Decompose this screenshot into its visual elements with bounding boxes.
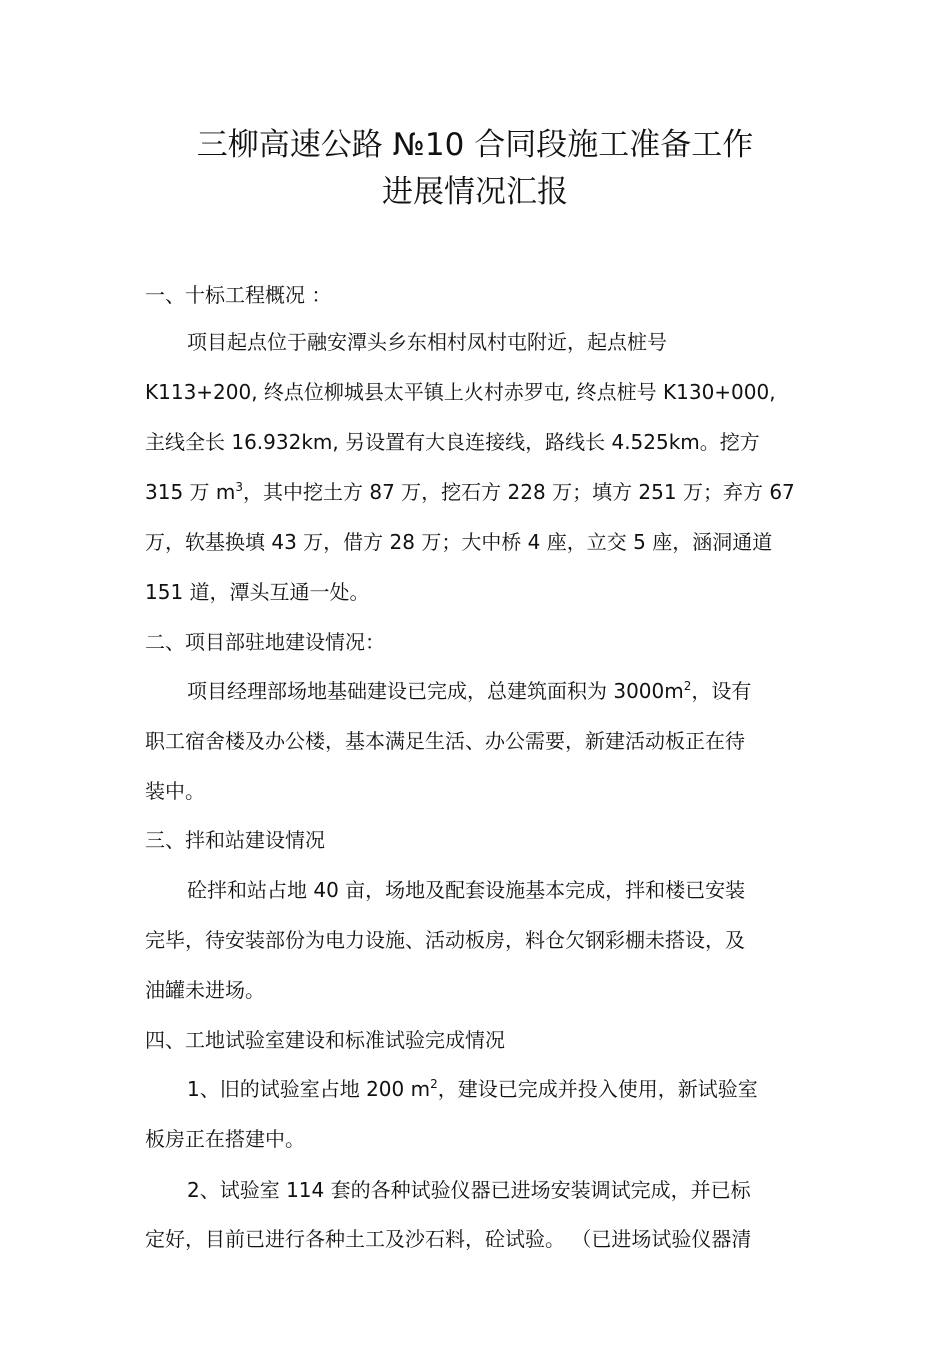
document-title-line1: 三柳高速公路 №10 合同段施工准备工作 [196, 127, 754, 163]
square-superscript: 2 [430, 1077, 438, 1091]
section1-line4-part2: ，其中挖土方 87 万，挖石方 228 万；填方 251 万；弃方 67 [243, 480, 795, 504]
section1-line4 [145, 478, 795, 506]
section1-line3: 主线全长 16.932km, 另设置有大良连接线，路线长 4.525km。挖方 [145, 430, 760, 454]
section2-line1-part2: ，设有 [691, 679, 752, 703]
section4-item1-line2: 板房正在搭建中。 [145, 1127, 305, 1151]
section3-line1: 砼拌和站占地 40 亩，场地及配套设施基本完成，拌和楼已安装 [187, 878, 746, 902]
section4-item2-line2: 定好，目前已进行各种土工及沙石料，砼试验。 （已进场试验仪器清 [145, 1227, 752, 1251]
section2-line3: 装中。 [145, 779, 205, 803]
section3-line2: 完毕，待安装部份为电力设施、活动板房，料仓欠钢彩棚未搭设，及 [145, 928, 745, 952]
cubic-superscript: 3 [235, 480, 244, 494]
document-title-line2: 进展情况汇报 [382, 174, 568, 210]
square-superscript: 2 [683, 679, 692, 693]
section4-item2-line1: 2、试验室 114 套的各种试验仪器已进场安装调试完成，并已标 [187, 1178, 751, 1202]
section3-heading: 三、拌和站建设情况 [145, 828, 325, 852]
section3-line3: 油罐未进场。 [145, 978, 265, 1002]
section1-line6: 151 道，潭头互通一处。 [145, 580, 370, 604]
section2-heading: 二、项目部驻地建设情况： [145, 630, 385, 654]
section1-line1: 项目起点位于融安潭头乡东相村凤村屯附近，起点桩号 [187, 330, 667, 354]
section4-item1-part2: ，建设已完成并投入使用，新试验室 [437, 1077, 758, 1101]
section2-line1-part1: 项目经理部场地基础建设已完成，总建筑面积为 3000m [187, 679, 684, 703]
section1-heading: 一、十标工程概况 ： [145, 283, 332, 307]
section4-heading: 四、工地试验室建设和标准试验完成情况 [145, 1028, 505, 1052]
section2-line1 [187, 677, 751, 705]
section2-line2: 职工宿舍楼及办公楼，基本满足生活、办公需要，新建活动板正在待 [145, 729, 745, 753]
section1-line2: K113+200, 终点位柳城县太平镇上火村赤罗屯, 终点桩号 K130+000, [145, 380, 776, 404]
section1-line4-part1: 315 万 m [145, 480, 236, 504]
section1-line5: 万，软基换填 43 万，借方 28 万；大中桥 4 座，立交 5 座，涵洞通道 [145, 530, 773, 554]
section4-item1-part1: 1、旧的试验室占地 200 m [187, 1077, 431, 1101]
section4-item1-line1 [187, 1075, 758, 1103]
